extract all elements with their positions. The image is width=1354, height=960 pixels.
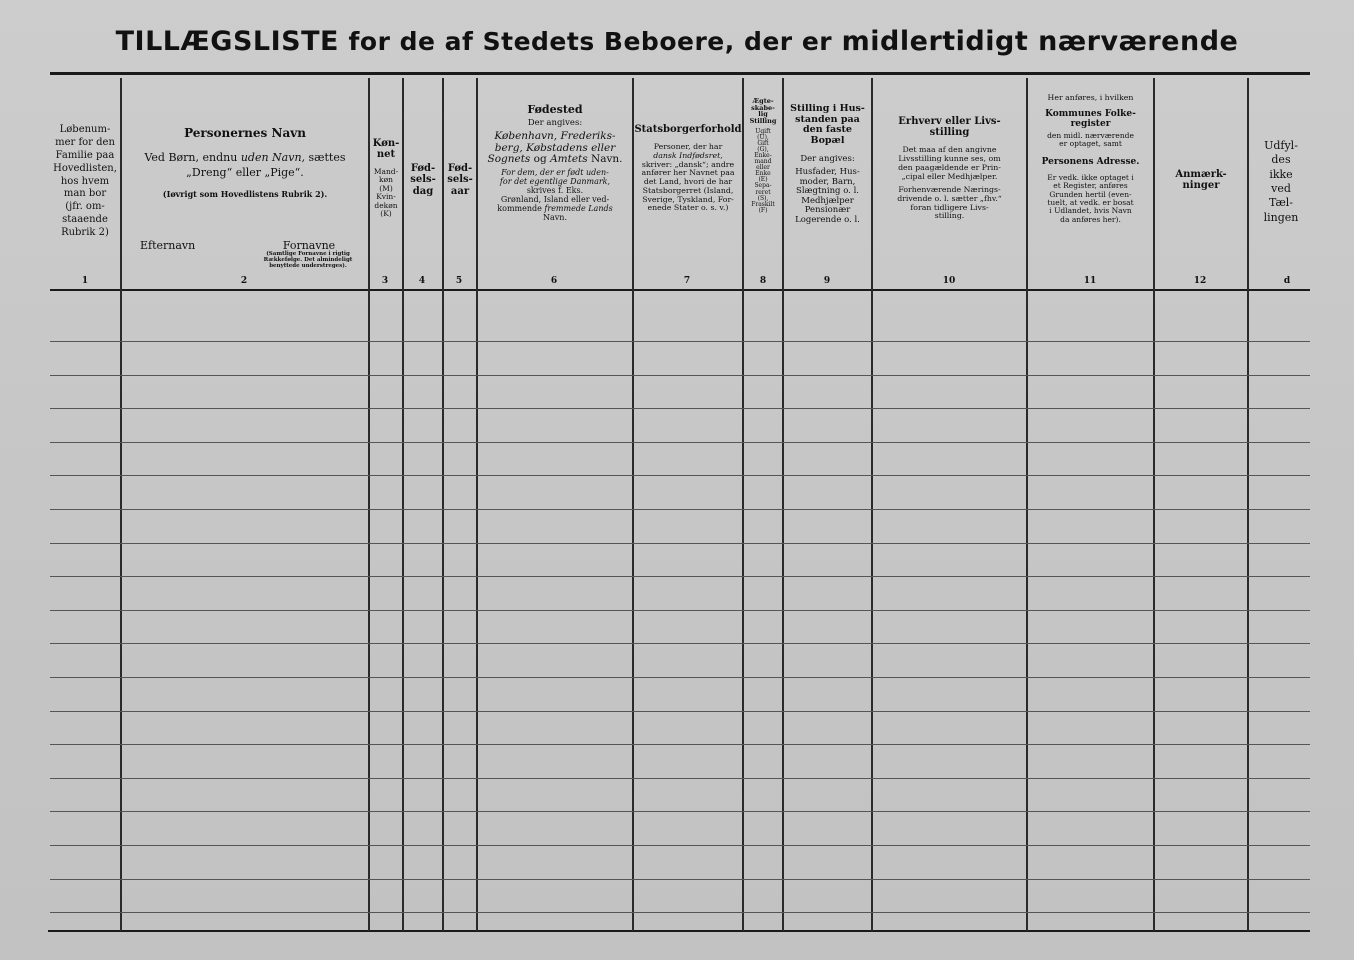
form-title-end: midlertidigt nærværende — [841, 26, 1239, 57]
col6-italic4: Amtets — [550, 153, 588, 166]
col6-line3 — [488, 154, 623, 166]
row-rule — [50, 845, 1310, 846]
col9-line: Stilling i Hus- — [790, 103, 865, 114]
col12-line: ninger — [1182, 180, 1220, 191]
col-d-line: lingen — [1263, 210, 1299, 224]
col-d-line: des — [1271, 153, 1291, 167]
column-number: 7 — [683, 276, 691, 286]
col-d-line: ikke — [1269, 167, 1293, 181]
col8-sub: eller — [756, 164, 770, 172]
col8-sub: (U), — [757, 133, 769, 141]
col8-sub: (E) — [758, 176, 768, 184]
col8-sub: Sepa- — [754, 182, 772, 190]
col8-line: Stilling — [749, 116, 777, 125]
column-number: 3 — [381, 276, 389, 286]
col3-sub: (K) — [380, 208, 392, 218]
col9-sub: moder, Barn, — [799, 176, 856, 187]
row-rule — [50, 811, 1310, 812]
column-number: 9 — [823, 276, 831, 286]
col7-line: Statsborgerret (Island, — [642, 185, 734, 195]
col2-note1 — [122, 151, 368, 164]
column-number: 11 — [1083, 276, 1097, 286]
col6-navn: Navn. — [591, 153, 623, 166]
col11-line: Er vedk. ikke optaget i — [1047, 172, 1134, 182]
col9-sub: Pensionær — [804, 205, 851, 216]
row-rule — [50, 408, 1310, 409]
row-rule — [50, 912, 1310, 913]
col1-line: (jfr. om- — [65, 201, 105, 213]
column-number: 2 — [240, 276, 248, 286]
col5-line: sels- — [447, 174, 473, 186]
col-d-line: ved — [1271, 182, 1291, 195]
col9-line: standen paa — [795, 113, 860, 125]
col3-sub: køn — [379, 175, 393, 185]
col6-foreign7: Navn. — [543, 212, 567, 222]
row-rule — [50, 778, 1310, 779]
col10-sub: drivende o. l. sætter „fhv.“ — [897, 193, 1002, 203]
col3-sub: Kvin- — [376, 192, 396, 202]
col2-note1-end: sættes — [308, 151, 346, 164]
col6-foreign4: Grønland, Island eller ved- — [500, 194, 610, 204]
col1-line: hos hvem — [60, 175, 110, 187]
col6-foreign5: kommende — [497, 203, 542, 213]
col11-line: register — [1070, 118, 1111, 129]
col1-header — [50, 112, 120, 252]
col9-line: den faste — [803, 124, 852, 136]
col9-line: Bopæl — [810, 134, 845, 146]
col7-line: Personer, der har — [653, 142, 723, 152]
top-rule — [50, 72, 1310, 75]
col6-italic3: Sognets — [487, 153, 531, 166]
bottom-rule — [48, 930, 1310, 932]
col6-foreign6: fremmede Lands — [544, 203, 613, 213]
col7-line: anfører her Navnet paa — [641, 168, 735, 178]
column-number: 12 — [1193, 276, 1207, 286]
col10-sub: Det maa af den angivne — [902, 145, 997, 155]
col3-line: net — [376, 148, 396, 160]
col8-line: Ægte- — [752, 97, 774, 105]
col-d-header — [1249, 132, 1313, 232]
col8-sub: Enke- — [754, 151, 772, 159]
col6-foreign3: skrives f. Eks. — [526, 185, 584, 195]
col10-sub: stilling. — [934, 211, 965, 221]
col3-header — [370, 118, 402, 238]
column-number: d — [1283, 276, 1291, 286]
row-rule — [50, 576, 1310, 577]
column-number: 6 — [550, 276, 558, 286]
col4-line: sels- — [410, 174, 436, 186]
col4-header — [404, 150, 442, 210]
col9-sub: Slægtning o. l. — [796, 186, 859, 197]
col11-line: tuelt, at vedk. er bosat — [1047, 197, 1134, 207]
col1-line: Løbenum- — [59, 124, 111, 136]
header-bottom-rule — [50, 289, 1310, 291]
col1-line: mer for den — [55, 137, 115, 149]
col3-line: Køn- — [372, 137, 400, 149]
col11-line: er optaget, samt — [1059, 139, 1122, 149]
row-rule — [50, 341, 1310, 342]
col5-line: Fød- — [447, 163, 473, 175]
col4-line: dag — [412, 185, 434, 197]
col8-sub: (G), — [757, 145, 769, 153]
col10-sub: Forhenværende Nærings- — [898, 185, 1001, 195]
col11-line: i Udlandet, hvis Navn — [1049, 206, 1132, 216]
col8-line: lig — [758, 110, 768, 119]
col4-line: Fød- — [410, 163, 436, 175]
col11-line: Kommunes Folke- — [1045, 108, 1136, 119]
row-rule — [50, 643, 1310, 644]
col7-line: dansk Indfødsret, — [653, 150, 723, 160]
row-rule — [50, 509, 1310, 510]
col5-header — [444, 150, 476, 210]
col1-line: man bor — [63, 188, 107, 200]
col1-line: staaende — [62, 213, 108, 225]
col12-line: Anmærk- — [1175, 168, 1227, 180]
col8-sub: Fraskilt — [751, 200, 775, 208]
col2-sub-left: Efternavn — [140, 239, 196, 252]
col6-foreign1: For dem, der er født uden- — [501, 168, 609, 178]
col10-sub: foran tidligere Livs- — [910, 202, 989, 212]
col11-line: Her anføres, i hvilken — [1047, 93, 1134, 102]
col2-note1-italic: uden Navn, — [240, 151, 306, 164]
col11-header — [1028, 94, 1153, 266]
form-title-main: TILLÆGSLISTE — [115, 26, 339, 57]
col2-note3: (Iøvrigt som Hovedlistens Rubrik 2). — [162, 189, 328, 199]
col6-italic1: København, Frederiks- — [494, 129, 616, 142]
col9-sub: Logerende o. l. — [795, 214, 860, 225]
col1-line: Rubrik 2) — [61, 226, 109, 238]
col6-italic2: berg, Købstadens eller — [494, 141, 616, 154]
col2-sub-right-note: (Samtlige Fornavne i rigtig Rækkefølge. Det almindeligt benyttede understreges). — [263, 251, 353, 269]
col6-og: og — [533, 153, 547, 166]
col3-sub: dekøn — [374, 200, 398, 210]
col11-line: da anføres her). — [1060, 214, 1121, 224]
col2-note2: „Dreng“ eller „Pige“. — [186, 166, 304, 179]
col6-header — [478, 104, 632, 250]
col9-header — [784, 104, 871, 254]
col8-line: skabe- — [751, 103, 775, 112]
row-rule — [50, 475, 1310, 476]
column-number: 4 — [418, 276, 426, 286]
col7-header — [634, 124, 742, 234]
col1-line: Hovedlisten, — [53, 162, 117, 174]
row-rule — [50, 543, 1310, 544]
col11-line: et Register, anføres — [1053, 181, 1128, 191]
column-number: 8 — [759, 276, 767, 286]
col6-foreign2: for det egentlige Danmark, — [499, 177, 611, 187]
form-title-middle: for de af Stedets Beboere, der er — [348, 27, 833, 56]
col11-line: Personens Adresse. — [1041, 156, 1140, 167]
col7-line: det Land, hvori de har — [643, 177, 733, 187]
col3-sub: (M) — [379, 183, 393, 193]
row-rule — [50, 442, 1310, 443]
col-divider — [120, 78, 122, 931]
col10-line: Erhverv eller Livs- — [898, 116, 1001, 127]
col12-header — [1155, 160, 1247, 200]
col10-sub: „cipal eller Medhjælper. — [901, 171, 998, 181]
col8-sub: reret — [755, 188, 771, 196]
col-d-line: Tæl- — [1268, 196, 1294, 210]
row-rule — [50, 711, 1310, 712]
col9-sub: Der angives: — [800, 153, 855, 164]
col9-sub: Husfader, Hus- — [795, 167, 860, 178]
column-number: 10 — [942, 276, 956, 286]
col2-sub-right: Fornavne — [282, 239, 336, 252]
col8-header — [744, 98, 782, 264]
row-rule — [50, 375, 1310, 376]
col5-line: aar — [450, 185, 470, 197]
col7-heading: Statsborgerforhold — [634, 124, 742, 135]
col11-line: den midl. nærværende — [1047, 130, 1134, 140]
col7-line: Sverige, Tyskland, For- — [642, 194, 734, 204]
col8-sub: mand — [754, 158, 772, 166]
col9-sub: Medhjælper — [801, 195, 854, 206]
col10-sub: Livsstilling kunne ses, om — [898, 154, 1001, 164]
col10-line: stilling — [929, 127, 970, 139]
col-divider — [1153, 78, 1155, 931]
col8-sub: Ugift — [755, 127, 771, 135]
col11-line: Grunden hertil (even- — [1049, 189, 1132, 199]
col2-note1-text: Ved Børn, endnu — [144, 151, 238, 164]
row-rule — [50, 744, 1310, 745]
col3-sub: Mand- — [373, 167, 399, 177]
row-rule — [50, 677, 1310, 678]
column-number: 1 — [81, 276, 89, 286]
col7-line: skriver: „dansk“; andre — [641, 159, 735, 169]
form-title — [0, 26, 1354, 57]
column-number: 5 — [455, 276, 463, 286]
col6-heading: Fødested — [527, 103, 583, 116]
col8-sub: (S), — [757, 194, 769, 202]
col8-sub: Enke — [755, 170, 771, 178]
col2-heading: Personernes Navn — [184, 126, 306, 140]
col10-sub: den paagældende er Prin- — [898, 162, 1001, 172]
col8-sub: (F) — [758, 206, 768, 214]
row-rule — [50, 879, 1310, 880]
col1-line: Familie paa — [55, 150, 115, 161]
row-rule — [50, 610, 1310, 611]
col7-line: enede Stater o. s. v.) — [647, 203, 729, 213]
col8-sub: Gift — [757, 139, 769, 147]
col6-sub1: Der angives: — [527, 118, 583, 129]
col-d-line: Udfyl- — [1264, 139, 1298, 153]
col10-header — [873, 116, 1026, 246]
